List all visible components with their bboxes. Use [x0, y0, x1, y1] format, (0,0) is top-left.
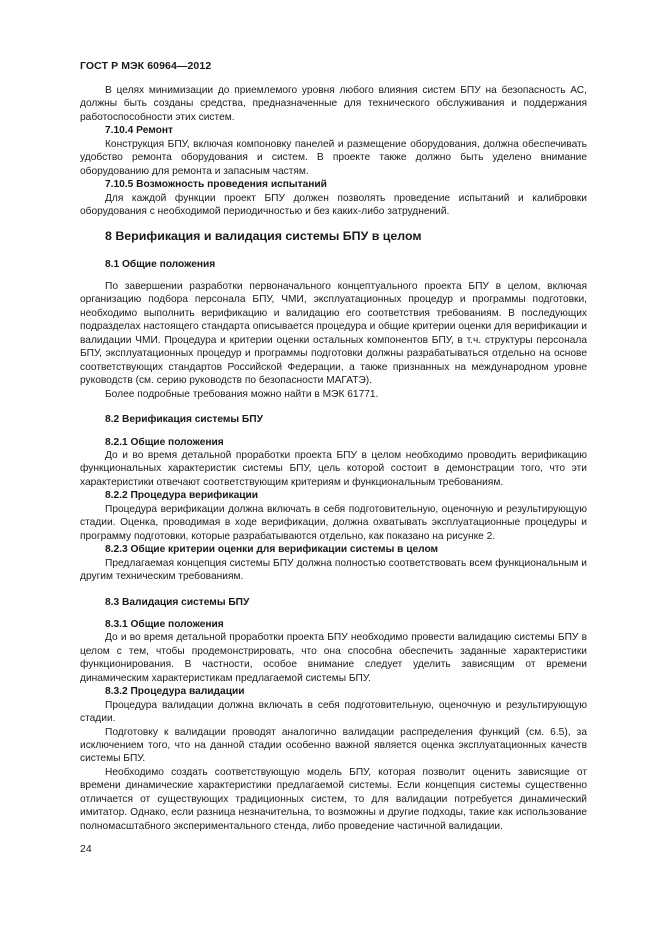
subsection-heading: 7.10.4 Ремонт: [105, 125, 173, 137]
subsection-heading: 8.1 Общие положения: [105, 258, 216, 270]
paragraph: Более подробные требования можно найти в МЭК 61771.: [105, 388, 379, 400]
clause-heading: 8.3.1 Общие положения: [105, 618, 224, 630]
clause-heading: 8.2.2 Процедура верификации: [105, 490, 259, 502]
paragraph: В целях минимизации до приемлемого уровня любого влияния систем БПУ на безопасность АС, должны быть созданы средства, предназначенные для технического обслуживания и поддержания работоспособности этих систем.: [80, 85, 587, 123]
paragraph: По завершении разработки первоначального концептуального проекта БПУ в целом, включая организацию подбора персонала БПУ, ЧМИ, эксплуатационных процедур и программы подготовки, необходимо выполнить верификацию и валидацию его соответствия требованиям. В последующих подразделах настоящего стандарта описывается процедура и общие критерии оценки для верификации и валидации ЧМИ. Процедура и критерии оценки остальных компонентов БПУ, в т.ч. структуры персонала БПУ, эксплуатационных процедур и программы подготовки должны разрабатываться отдельно на основе соответствующих стандартов Российской Федерации, а также признанных на международном уровне руководств (см. серию руководств по безопасности МАГАТЭ).: [80, 280, 587, 387]
document-code: ГОСТ Р МЭК 60964—2012: [80, 60, 212, 72]
page-number: 24: [80, 843, 92, 855]
paragraph: Предлагаемая концепция системы БПУ должна полностью соответствовать всем функциональным и другим техническим требованиям.: [80, 557, 587, 583]
paragraph: До и во время детальной проработки проекта БПУ необходимо провести валидацию системы БПУ в целом с тем, чтобы продемонстрировать, что она способна обеспечить заданные характеристики функционирования. В частности, особое внимание следует уделить зависящим от времени динамическим характеристикам предлагаемой системы БПУ.: [80, 632, 587, 684]
subsection-heading: 7.10.5 Возможность проведения испытаний: [105, 179, 327, 191]
paragraph: Необходимо создать соответствующую модель БПУ, которая позволит оценить зависящие от времени динамические характеристики предлагаемой системы. Если концепция системы существенно отличается от существующих традиционных систем, то для валидации потребуется динамический имитатор. Однако, если разница незначительна, то возможны и другие подходы, такие как использование полномасштабного экспериментального стенда, либо проведение частичной валидации.: [80, 766, 587, 832]
clause-heading: 8.2.3 Общие критерии оценки для верификации системы в целом: [105, 544, 439, 556]
paragraph: Для каждой функции проект БПУ должен позволять проведение испытаний и калибровки оборудования с необходимой периодичностью и без каких-либо затруднений.: [80, 192, 587, 218]
paragraph: Процедура валидации должна включать в себя подготовительную, оценочную и результирующую стадии.: [80, 699, 587, 725]
document-body: [80, 84, 587, 833]
paragraph: Подготовку к валидации проводят аналогично валидации распределения функций (см. 6.5), за исключением того, что на данной стадии особенно важной является оценка эксплуатационных качеств системы БПУ.: [80, 726, 587, 765]
clause-heading: 8.3.2 Процедура валидации: [105, 686, 245, 698]
paragraph: Конструкция БПУ, включая компоновку панелей и размещение оборудования, должна обеспечивать удобство ремонта оборудования и систем. В проекте также должно быть уделено внимание оборудованию для ремонта и запасным частям.: [80, 138, 587, 177]
section-heading: 8 Верификация и валидация системы БПУ в целом: [105, 228, 422, 243]
clause-heading: 8.2.1 Общие положения: [105, 436, 224, 448]
paragraph: До и во время детальной проработки проекта БПУ в целом необходимо проводить верификацию функциональных характеристик системы БПУ, цель которой состоит в демонстрации того, что эти характеристики отвечают соответствующим критериям и функциональным требованиям.: [80, 449, 587, 488]
subsection-heading: 8.2 Верификация системы БПУ: [105, 414, 263, 426]
paragraph: Процедура верификации должна включать в себя подготовительную, оценочную и результирующую стадии. Оценка, проводимая в ходе верификации, должна охватывать эксплуатационные процедуры и программу подготовки, которые разрабатываются отдельно, как показано на рисунке 2.: [80, 503, 587, 542]
subsection-heading: 8.3 Валидация системы БПУ: [105, 596, 250, 608]
